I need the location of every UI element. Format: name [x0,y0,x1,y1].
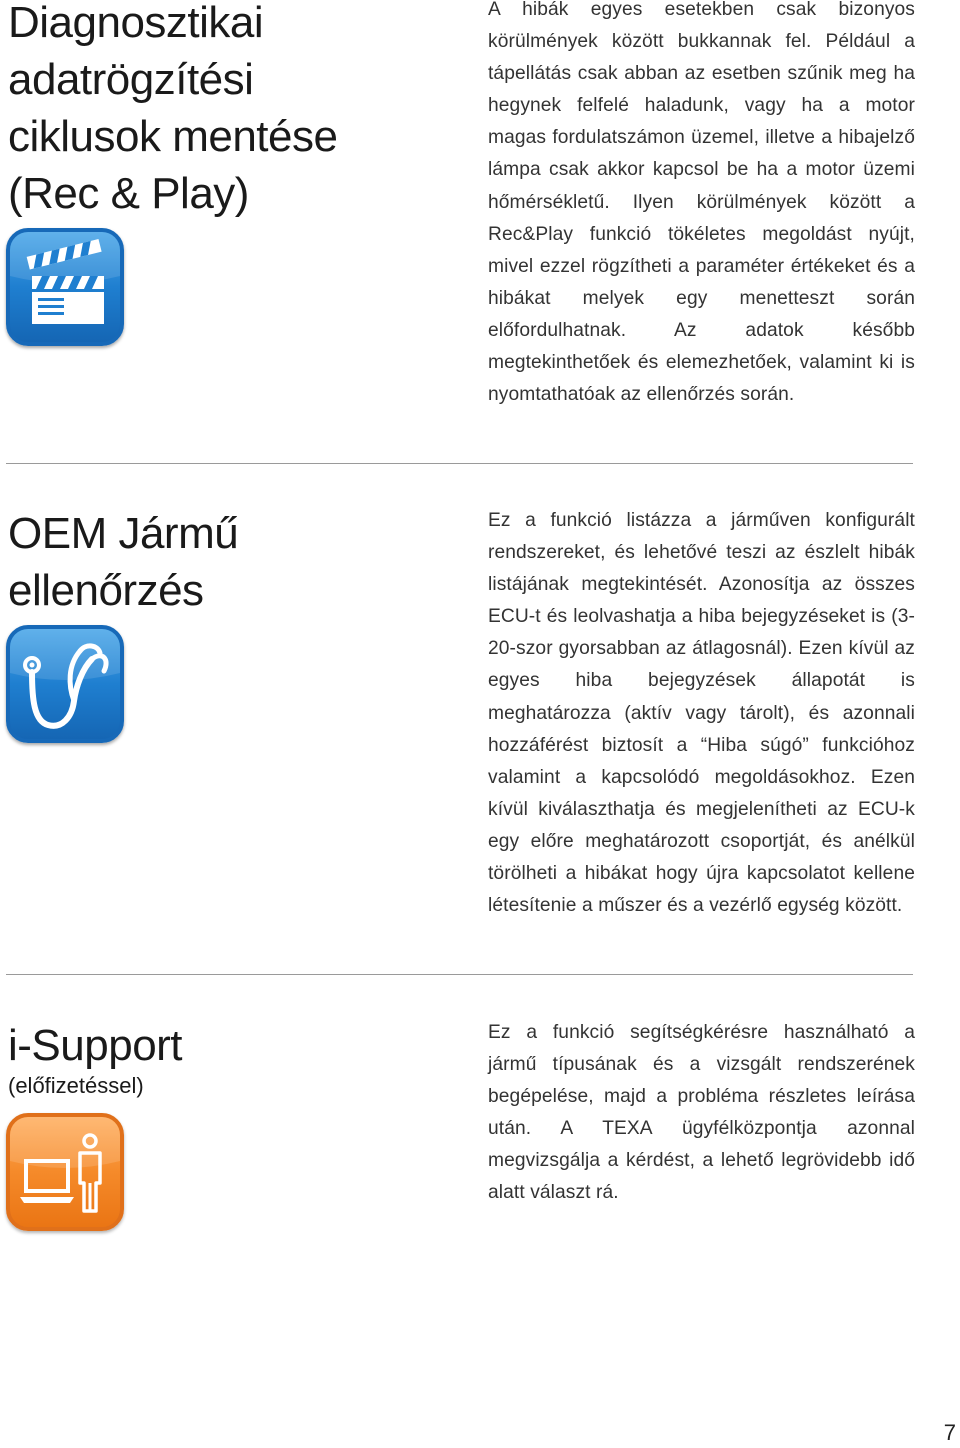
page-number: 7 [943,1420,956,1445]
stethoscope-icon [6,625,124,743]
title-line: (Rec & Play) [8,169,249,218]
section-title-block [8,1017,448,1100]
section-body [488,0,915,411]
title-line: adatrögzítési [8,55,254,104]
section-divider [6,463,913,464]
title-line: Diagnosztikai [8,0,264,47]
section-body-text: Ez a funkció segítségkérésre használható a jármű típusának és a vizsgált rendszerének begépelése, majd a probléma részletes leírása után. A TEXA ügyfélközpontja azonnal megvizsgálja a kérdést, a lehető legrövidebb idő alatt választ rá. [488,1022,915,1204]
section-title [8,0,448,222]
section-subtitle: (előfizetéssel) [8,1073,144,1098]
title-line: ciklusok mentése [8,112,338,161]
clapperboard-icon [6,228,124,346]
section-body [488,1017,915,1210]
title-line: i-Support [8,1021,183,1070]
section-title [8,505,448,619]
section-body-text: Ez a funkció listázza a járműven konfigurált rendszereket, és lehetővé teszi az észlelt hibák listájának megtekintését. Azonosítja az összes ECU-t és leolvashatja a hiba bejegyzéseket is (3-20-szor gyorsabban az átlagosnál). Ezen kívül az egyes hiba bejegyzések állapotát is meghatározza (aktív vagy tárolt), és azonnali hozzáférést biztosít a “Hiba súgó” funkcióhoz valamint a kapcsolódó megoldásokhoz. Ezen kívül kiválaszthatja és megjelenítheti az ECU-k egy előre meghatározott csoportját, és anélkül törölheti a hibákat hogy újra kapcsolatot kellene létesítenie a műszer és a vezérlő egység között. [488,510,915,917]
section-title [8,1017,448,1074]
section-body-text: A hibák egyes esetekben csak bizonyos körülmények között bukkannak fel. Például a tápellátás csak abban az esetben szűnik meg ha hegynek felfelé haladunk, vagy ha a motor magas fordulatszámon üzemel, illetve a hibajelző lámpa csak akkor kapcsol be ha a motor üzemi hőmérsékletű. Ilyen körülmények között a Rec&Play funkció tökéletes megoldást nyújt, mivel ezzel rögzítheti a paraméter értékeket és a hibákat melyek egy menetteszt során előfordulhatnak. Az adatok később megtekinthetőek és elemezhetőek, valamint ki is nyomtathatóak az ellenőrzés során. [488,0,915,406]
title-line: OEM Jármű [8,509,239,558]
section-title-block [8,0,448,222]
laptop-person-icon [6,1113,124,1231]
section-body [488,505,915,922]
section-title-block [8,505,448,619]
section-divider [6,974,913,975]
title-line: ellenőrzés [8,566,204,615]
